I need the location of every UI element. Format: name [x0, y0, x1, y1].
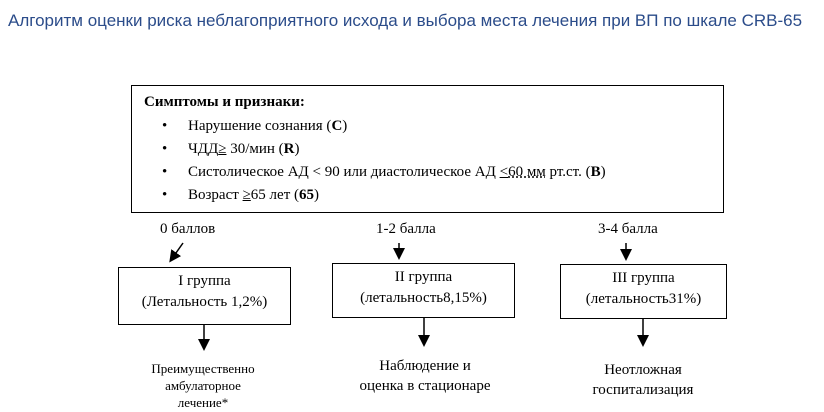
page-title: Алгоритм оценки риска неблагоприятного исхода и выбора места лечения при ВП по шкале CRB-65	[8, 11, 803, 30]
symptom-text: 30/мин (	[226, 141, 284, 157]
symptom-text: 65 лет (	[250, 187, 299, 203]
outcome-line: лечение*	[177, 395, 229, 410]
symptom-text: )	[342, 118, 348, 134]
score-label-0: 0 баллов	[160, 221, 216, 237]
symptom-text: )	[314, 187, 319, 203]
score-label-1-2: 1-2 балла	[376, 221, 436, 237]
symptom-text: )	[294, 141, 300, 157]
outcome-line: госпитализация	[592, 382, 694, 398]
symptom-code: R	[283, 141, 295, 157]
outcome-line: Наблюдение и	[379, 358, 471, 374]
group-mortality: (летальность8,15%)	[360, 290, 487, 306]
group-title: III группа	[612, 270, 675, 286]
outcome-line: Преимущественно	[151, 361, 255, 376]
symptom-sign: ≥	[242, 187, 251, 203]
outcome-line: оценка в стационаре	[359, 378, 491, 394]
symptom-text: Возраст	[188, 187, 243, 203]
symptom-text: Систолическое АД < 90 или диастолическое АД	[188, 164, 500, 180]
symptom-text: Нарушение сознания (	[188, 118, 332, 134]
symptom-text: ЧДД	[188, 141, 219, 157]
group-title: II группа	[394, 269, 453, 285]
symptom-code: B	[590, 164, 601, 180]
group-mortality: (Летальность 1,2%)	[141, 294, 268, 310]
outcome-line: амбулаторное	[165, 378, 241, 393]
symptom-text: )	[600, 164, 606, 180]
symptoms-heading: Симптомы и признаки:	[144, 94, 305, 110]
symptom-code: С	[331, 118, 343, 134]
outcome-line: Неотложная	[604, 362, 682, 378]
symptom-value: 60 мм	[508, 164, 546, 180]
symptom-code: 65	[299, 187, 314, 203]
symptom-text: рт.ст. (	[545, 164, 591, 180]
arrow-score-0	[171, 243, 183, 260]
group-mortality: (летальность31%)	[585, 291, 702, 307]
symptom-sign: <	[499, 164, 509, 180]
group-title: I группа	[178, 273, 231, 289]
score-label-3-4: 3-4 балла	[598, 221, 658, 237]
symptom-sign: ≥	[218, 141, 227, 157]
